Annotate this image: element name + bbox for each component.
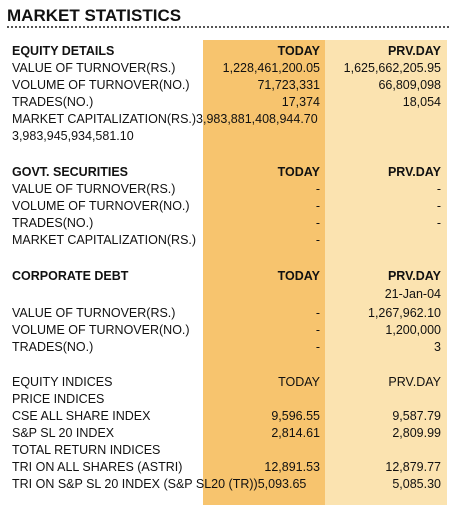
table-row <box>0 77 453 93</box>
table-row <box>0 215 453 231</box>
indices-heading: EQUITY INDICES <box>12 375 113 389</box>
row-today-value: - <box>315 323 320 337</box>
row-prev-value: 9,587.79 <box>392 409 441 423</box>
tri-heading: TOTAL RETURN INDICES <box>12 443 161 457</box>
govt-header-row <box>0 164 453 180</box>
row-label: TRI ON S&P SL 20 INDEX (S&P SL20 (TR)) <box>12 477 258 491</box>
equity-prev-label: PRV.DAY <box>387 44 441 58</box>
title-divider <box>7 26 449 28</box>
row-prev-value: - <box>436 216 441 230</box>
table-row <box>0 476 453 492</box>
equity-today-label: TODAY <box>277 44 320 58</box>
corp-date-row <box>0 286 453 302</box>
price-indices-heading: PRICE INDICES <box>12 392 105 406</box>
table-row <box>0 425 453 441</box>
table-row <box>0 459 453 475</box>
corp-today-label: TODAY <box>277 269 320 283</box>
row-prev-value: 1,267,962.10 <box>368 306 441 320</box>
corp-header-row <box>0 268 453 284</box>
market-cap-prev-row <box>0 128 453 144</box>
row-label: VALUE OF TURNOVER(RS.) <box>12 61 176 75</box>
corp-heading: CORPORATE DEBT <box>12 269 129 283</box>
table-row <box>0 60 453 76</box>
market-cap-label: MARKET CAPITALIZATION(RS.) <box>12 112 197 126</box>
row-prev-value: 3 <box>434 340 441 354</box>
table-row <box>0 322 453 338</box>
govt-heading: GOVT. SECURITIES <box>12 165 128 179</box>
row-label: TRADES(NO.) <box>12 340 94 354</box>
corp-prev-date: 21-Jan-04 <box>384 287 441 301</box>
row-label: VOLUME OF TURNOVER(NO.) <box>12 323 190 337</box>
table-row <box>0 232 453 248</box>
market-cap-row <box>0 111 453 127</box>
row-label: MARKET CAPITALIZATION(RS.) <box>12 233 197 247</box>
row-today-value: - <box>315 233 320 247</box>
market-cap-prev-value: 3,983,945,934,581.10 <box>12 129 134 143</box>
row-today-value: - <box>315 306 320 320</box>
table-row <box>0 305 453 321</box>
row-label: CSE ALL SHARE INDEX <box>12 409 151 423</box>
row-label: TRADES(NO.) <box>12 95 94 109</box>
row-today-value: 9,596.55 <box>271 409 320 423</box>
row-today-value: - <box>315 182 320 196</box>
row-today-value: 71,723,331 <box>257 78 320 92</box>
equity-header-row <box>0 43 453 59</box>
row-today-value: 17,374 <box>281 95 320 109</box>
row-prev-value: 5,085.30 <box>392 477 441 491</box>
row-label: VOLUME OF TURNOVER(NO.) <box>12 199 190 213</box>
row-prev-value: 1,625,662,205.95 <box>343 61 441 75</box>
row-today-value: 1,228,461,200.05 <box>222 61 320 75</box>
corp-prev-label: PRV.DAY <box>387 269 441 283</box>
row-prev-value: - <box>436 182 441 196</box>
row-label: TRADES(NO.) <box>12 216 94 230</box>
row-prev-value: 66,809,098 <box>378 78 441 92</box>
indices-prev-label: PRV.DAY <box>388 375 441 389</box>
row-prev-value: 2,809.99 <box>392 426 441 440</box>
row-label: TRI ON ALL SHARES (ASTRI) <box>12 460 183 474</box>
table-row <box>0 198 453 214</box>
price-indices-heading-row <box>0 391 453 407</box>
row-today-value: - <box>315 340 320 354</box>
row-prev-value: - <box>436 199 441 213</box>
table-row <box>0 181 453 197</box>
row-today-value: 12,891.53 <box>264 460 320 474</box>
table-row <box>0 94 453 110</box>
equity-heading: EQUITY DETAILS <box>12 44 115 58</box>
indices-header-row <box>0 374 453 390</box>
indices-today-label: TODAY <box>278 375 320 389</box>
govt-prev-label: PRV.DAY <box>387 165 441 179</box>
page-title: MARKET STATISTICS <box>7 6 182 25</box>
row-label-and-today <box>12 476 306 492</box>
govt-today-label: TODAY <box>277 165 320 179</box>
tri-heading-row <box>0 442 453 458</box>
row-today-value: 5,093.65 <box>257 477 307 491</box>
market-cap-today-value: 3,983,881,408,944.70 <box>196 112 318 126</box>
row-prev-value: 1,200,000 <box>385 323 441 337</box>
row-prev-value: 12,879.77 <box>385 460 441 474</box>
row-label: VALUE OF TURNOVER(RS.) <box>12 182 176 196</box>
row-label: VOLUME OF TURNOVER(NO.) <box>12 78 190 92</box>
market-cap-label-and-today <box>12 111 318 127</box>
row-label: VALUE OF TURNOVER(RS.) <box>12 306 176 320</box>
table-row <box>0 408 453 424</box>
row-prev-value: 18,054 <box>402 95 441 109</box>
row-today-value: 2,814.61 <box>271 426 320 440</box>
row-today-value: - <box>315 199 320 213</box>
row-today-value: - <box>315 216 320 230</box>
table-row <box>0 339 453 355</box>
row-label: S&P SL 20 INDEX <box>12 426 115 440</box>
